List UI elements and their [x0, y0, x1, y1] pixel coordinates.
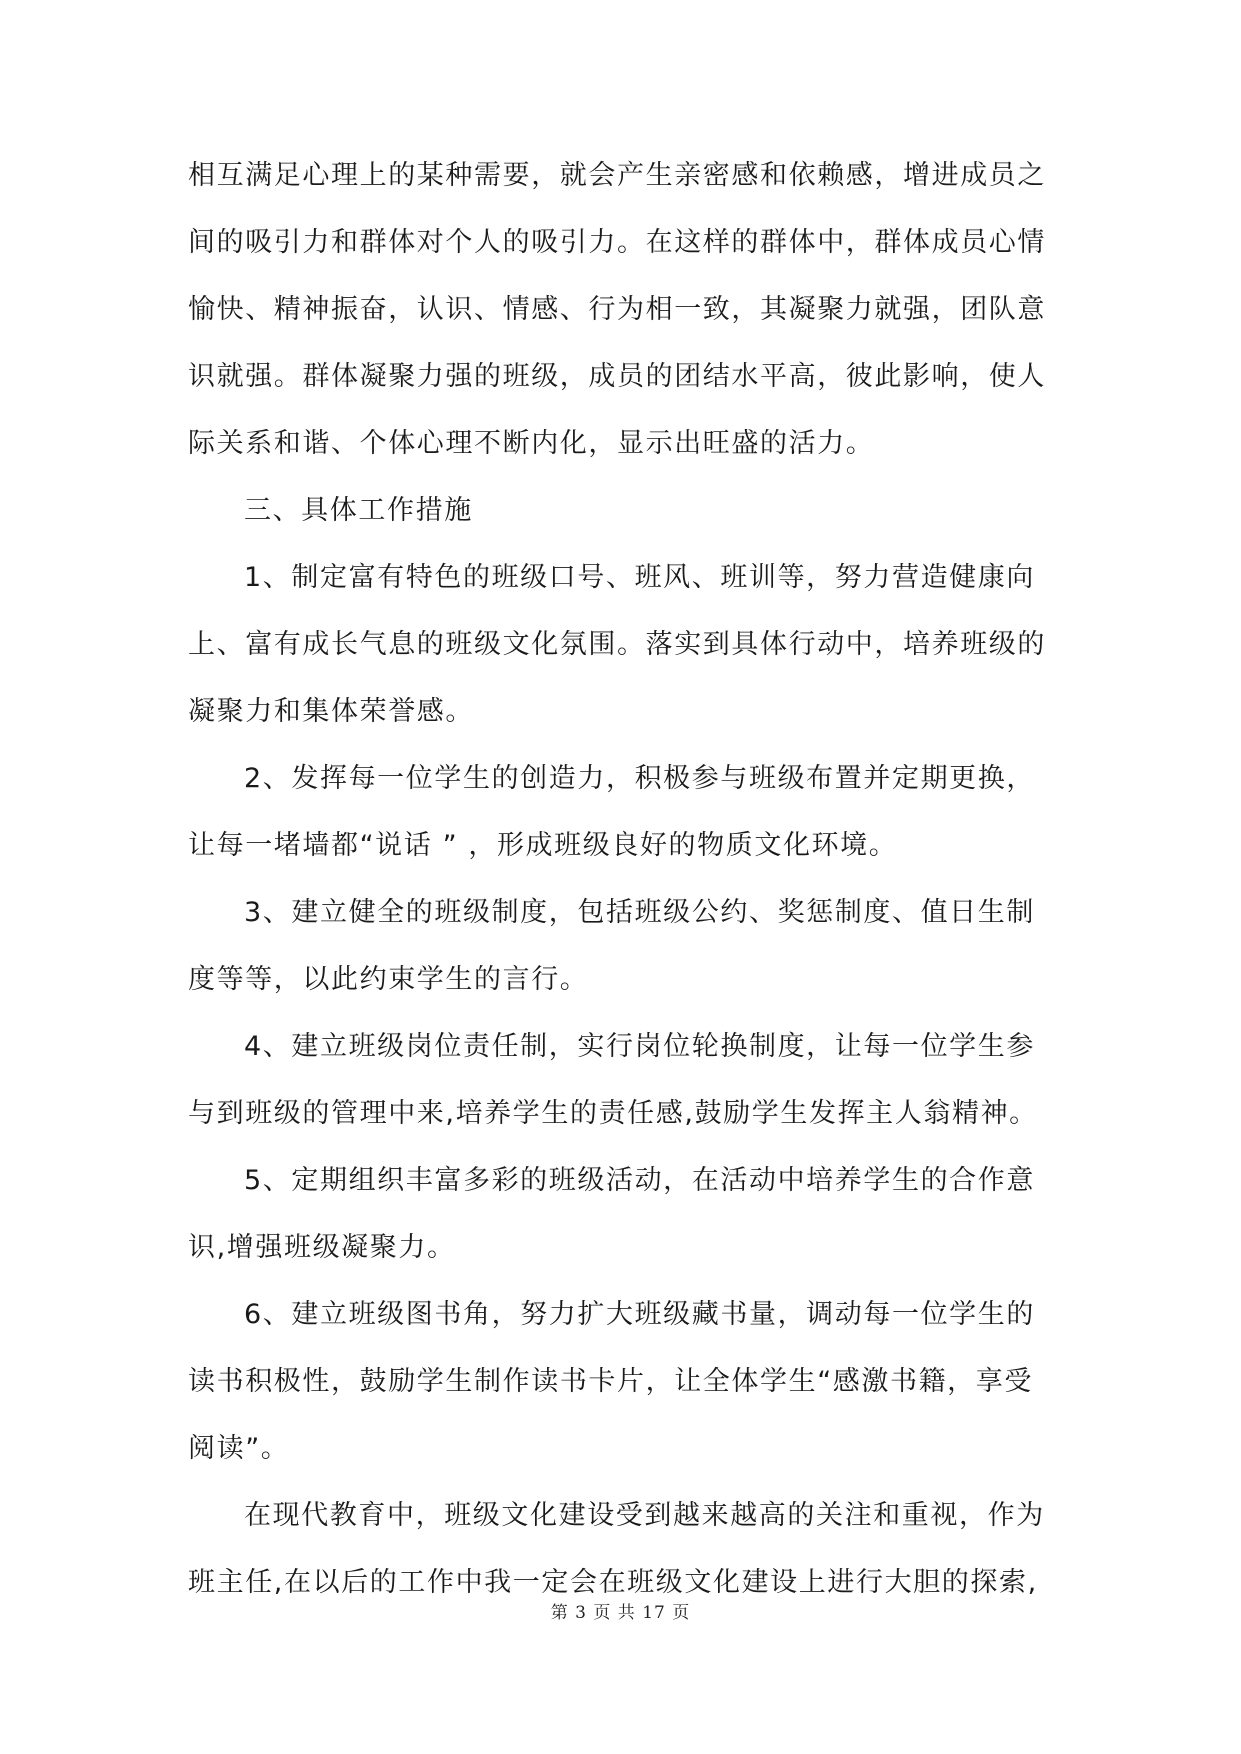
page-footer: 第 3 页 共 17 页: [550, 1603, 691, 1623]
text-line: 识就强。群体凝聚力强的班级，成员的团结水平高，彼此影响，使人: [188, 361, 1046, 392]
text-line: 4、建立班级岗位责任制，实行岗位轮换制度，让每一位学生参: [244, 1031, 1035, 1062]
text-line: 在现代教育中，班级文化建设受到越来越高的关注和重视，作为: [244, 1500, 1045, 1531]
text-line: 6、建立班级图书角，努力扩大班级藏书量，调动每一位学生的: [244, 1299, 1035, 1330]
text-line: 2、发挥每一位学生的创造力，积极参与班级布置并定期更换，: [244, 763, 1035, 794]
text-line: 与到班级的管理中来,培养学生的责任感,鼓励学生发挥主人翁精神。: [188, 1098, 1038, 1129]
text-line: 读书积极性，鼓励学生制作读书卡片，让全体学生“感激书籍，享受: [188, 1366, 1033, 1397]
text-line: 际关系和谐、个体心理不断内化，显示出旺盛的活力。: [188, 428, 875, 459]
body-text: [188, 142, 1054, 1616]
text-line: 度等等，以此约束学生的言行。: [188, 964, 589, 995]
text-line: 间的吸引力和群体对个人的吸引力。在这样的群体中，群体成员心情: [188, 227, 1046, 258]
text-line: 让每一堵墙都“说话 ” ，形成班级良好的物质文化环境。: [188, 830, 898, 861]
text-line: 5、定期组织丰富多彩的班级活动，在活动中培养学生的合作意: [244, 1165, 1035, 1196]
text-line: 愉快、精神振奋，认识、情感、行为相一致，其凝聚力就强，团队意: [188, 294, 1046, 325]
text-line: 3、建立健全的班级制度，包括班级公约、奖惩制度、值日生制: [244, 897, 1035, 928]
text-line: 凝聚力和集体荣誉感。: [188, 696, 474, 727]
text-line: 相互满足心理上的某种需要，就会产生亲密感和依赖感，增进成员之: [188, 160, 1046, 191]
text-line: 阅读”。: [188, 1433, 290, 1464]
text-line: 识,增强班级凝聚力。: [188, 1232, 456, 1263]
text-line: 1、制定富有特色的班级口号、班风、班训等，努力营造健康向: [244, 562, 1035, 593]
text-line: 班主任,在以后的工作中我一定会在班级文化建设上进行大胆的探索,: [188, 1567, 1038, 1598]
text-line: 上、富有成长气息的班级文化氛围。落实到具体行动中，培养班级的: [188, 629, 1046, 660]
text-line: 三、具体工作措施: [244, 495, 473, 526]
